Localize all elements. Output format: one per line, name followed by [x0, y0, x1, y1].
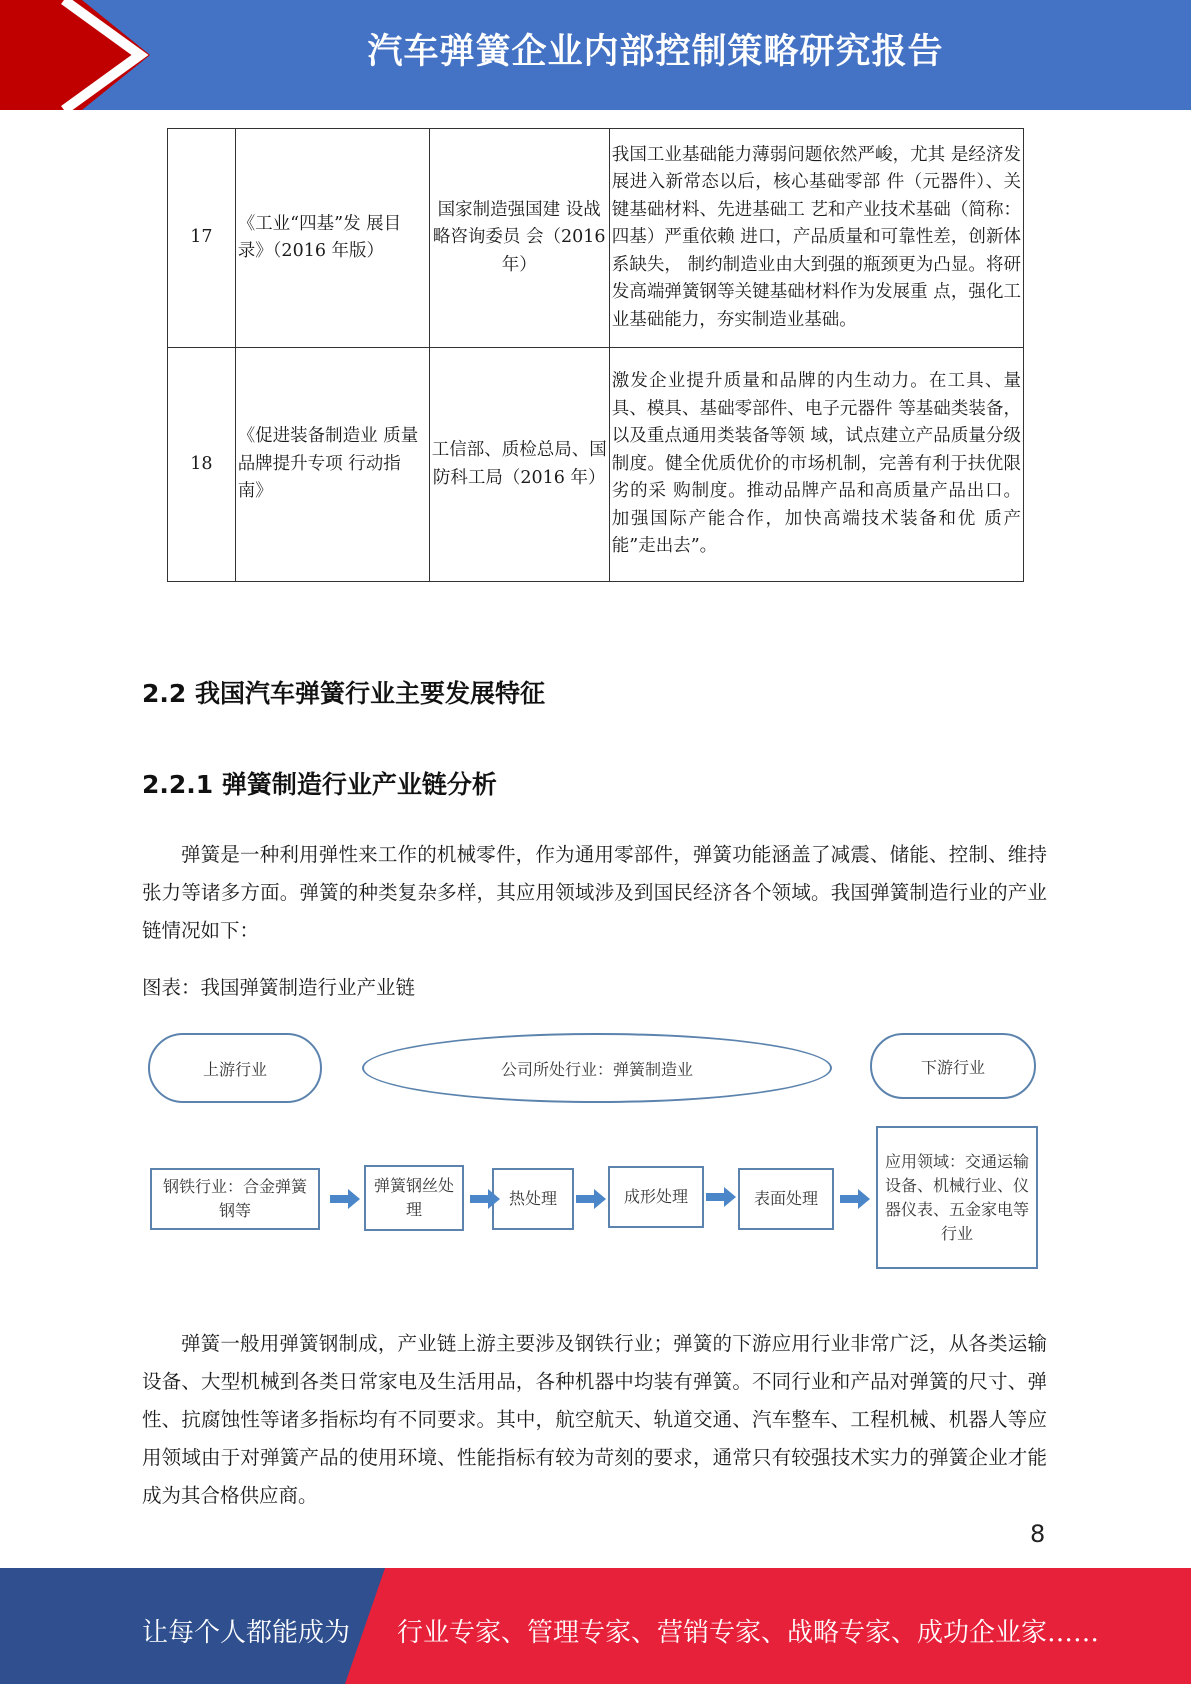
row-number: 17 [168, 129, 236, 348]
report-title: 汽车弹簧企业内部控制策略研究报告 [367, 32, 944, 72]
arrow-right-icon [470, 1189, 500, 1209]
policy-content: 激发企业提升质量和品牌的内生动力。在工具、量具、模具、基础零部件、电子元器件 等基础类装备，以及重点通用类装备等领 域，试点建立产品质量分级制度。健全优质优价的市场机制，完善有利于扶优限劣的采 购制度。推动品牌产品和高质量产品出口。 加强国际产能合作，加快高端技术装备和优 质产能”走出去”。 [609, 348, 1023, 582]
subsection-heading: 2.2.1 弹簧制造行业产业链分析 [142, 770, 497, 799]
table-row [168, 348, 1024, 582]
footer-slogan-right: 行业专家、管理专家、营销专家、战略专家、成功企业家…… [397, 1618, 1100, 1648]
arrow-right-icon [840, 1189, 870, 1209]
downstream-label: 下游行业 [870, 1033, 1036, 1099]
policy-name: 《工业“四基”发 展目录》（2016 年版） [235, 129, 429, 348]
policy-content: 我国工业基础能力薄弱问题依然严峻，尤其 是经济发展进入新常态以后，核心基础零部 件（元器件）、关键基础材料、先进基础工 艺和产业技术基础（简称：四基）严重依赖 进口，产品质量和可靠性差，创新体系缺失， 制约制造业由大到强的瓶颈更为凸显。将研 发高端弹簧钢等关键基础材料作为发展重 点，强化工业基础能力，夯实制造业基础。 [609, 129, 1023, 348]
upstream-label: 上游行业 [148, 1033, 322, 1103]
page-number: 8 [1030, 1520, 1046, 1548]
footer-slogan-left: 让每个人都能成为 [142, 1618, 351, 1648]
issuing-body: 国家制造强国建 设战略咨询委员 会（2016 年） [429, 129, 609, 348]
header-chevron-graphic [0, 0, 160, 110]
page-footer [0, 1568, 1191, 1684]
application-box: 应用领域：交通运输设备、机械行业、仪器仪表、五金家电等行业 [876, 1126, 1038, 1269]
forming-box: 成形处理 [608, 1166, 704, 1228]
figure-caption: 图表：我国弹簧制造行业产业链 [142, 976, 416, 999]
body-paragraph: 弹簧是一种利用弹性来工作的机械零件，作为通用零部件，弹簧功能涵盖了减震、储能、控制、维持张力等诸多方面。弹簧的种类复杂多样，其应用领域涉及到国民经济各个领域。我国弹簧制造行业的产业链情况如下： [142, 843, 1047, 942]
steel-industry-box: 钢铁行业：合金弹簧钢等 [150, 1168, 320, 1230]
spring-wire-box: 弹簧钢丝处理 [364, 1165, 464, 1231]
policy-table [167, 128, 1024, 582]
row-number: 18 [168, 348, 236, 582]
industry-chain-diagram [140, 1025, 1050, 1275]
page-header [0, 0, 1191, 110]
surface-treatment-box: 表面处理 [738, 1168, 834, 1230]
company-industry-label: 公司所处行业：弹簧制造业 [362, 1033, 832, 1103]
body-paragraph: 弹簧一般用弹簧钢制成，产业链上游主要涉及钢铁行业；弹簧的下游应用行业非常广泛，从各类运输设备、大型机械到各类日常家电及生活用品，各种机器中均装有弹簧。不同行业和产品对弹簧的尺寸、弹性、抗腐蚀性等诸多指标均有不同要求。其中，航空航天、轨道交通、汽车整车、工程机械、机器人等应用领域由于对弹簧产品的使用环境、性能指标有较为苛刻的要求，通常只有较强技术实力的弹簧企业才能成为其合格供应商。 [142, 1332, 1047, 1507]
table-row [168, 129, 1024, 348]
arrow-right-icon [576, 1189, 606, 1209]
section-heading: 2.2 我国汽车弹簧行业主要发展特征 [142, 679, 545, 708]
heat-treatment-box: 热处理 [492, 1168, 574, 1230]
issuing-body: 工信部、质检总局、国防科工局（2016 年） [429, 348, 609, 582]
arrow-right-icon [330, 1189, 360, 1209]
arrow-right-icon [706, 1187, 736, 1207]
policy-name: 《促进装备制造业 质量品牌提升专项 行动指南》 [235, 348, 429, 582]
